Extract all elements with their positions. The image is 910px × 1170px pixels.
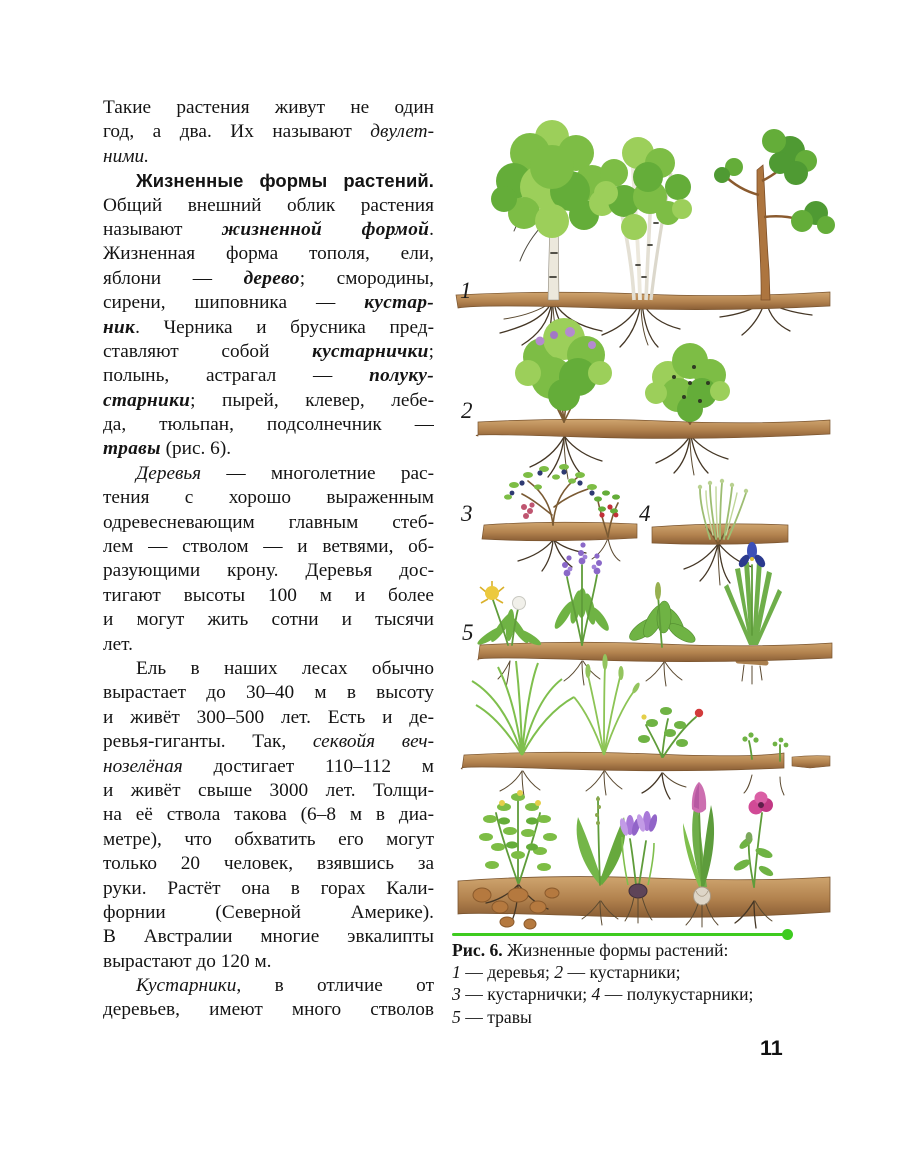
figure-row-herbs [462,542,832,687]
text-line: только 20 человек, взявшись за [103,853,434,875]
figure-row-grasses [461,654,830,799]
birch-clump [594,137,692,300]
figure-plant-life-forms [452,95,838,937]
text-line: и живёт свыше 3000 лет. Толщи- [103,779,434,801]
text-line: форнии (Северной Америке). [103,901,434,923]
figure-label-1: 1 [460,278,472,303]
figure-caption [452,939,824,1028]
text-line: год, а два. Их называют двулет- [103,121,434,143]
text-line: нозелёная достигает 110–112 м [103,755,434,777]
text-line: вырастают до 120 м. [103,950,272,972]
text-line: Общий внешний облик растения [103,194,434,216]
text-line: разующими крону. Деревья дос- [103,560,434,582]
text-line: да, тюльпан, подсолнечник — [103,414,434,436]
text-line: полынь, астрагал — полуку- [103,365,434,387]
birch-tree [491,120,615,300]
soil-strip [792,756,830,768]
figure-label-5: 5 [462,620,474,645]
text-line: яблони — дерево; смородины, [103,267,434,289]
crocus-flowers [618,811,658,837]
text-line: ними. [103,145,149,167]
text-line: лет. [103,633,133,655]
plants-illustration [452,95,838,937]
text-line: на её ствола такова (6–8 м в диа- [103,804,434,826]
sedge-grass [472,661,574,755]
poppy-flower [749,792,774,815]
lilac-shrub [515,318,612,422]
text-line: вырастает до 30–40 м в высоту [103,682,434,704]
pine-tree [714,129,835,300]
text-line: ставляют собой кустарнички; [103,340,434,362]
text-line: 5 — травы [452,1006,532,1027]
text-line: и живёт 300–500 лет. Есть и де- [103,706,434,728]
text-line: Кустарники, в отличие от [136,975,434,997]
text-line: метре), что обхватить его могут [103,828,434,850]
figure-row-flowering-herbs [458,782,830,929]
plantain-herb [626,582,698,647]
text-line: Деревья — многолетние рас- [136,462,434,484]
text-line: травы (рис. 6). [103,438,232,460]
text-line: одревесневающим главным стеб- [103,511,434,533]
figure-label-4: 4 [639,501,651,526]
text-line: лем — стволом — и ветвями, об- [103,536,434,558]
text-line: 1 — деревья; 2 — кустарники; [452,962,681,983]
text-line: ник. Черника и брусника пред- [103,316,434,338]
body-text-column [103,96,434,1023]
text-line: Жизненная форма тополя, ели, [103,243,434,265]
text-line: и могут жить сотни и тысячи [103,609,434,631]
text-line: сирени, шиповника — кустар- [103,292,434,314]
sage-herb [552,542,612,645]
dandelion [475,581,543,648]
text-line: 3 — кустарнички; 4 — полукустарники; [452,984,754,1005]
figure-row-shrubs [461,318,830,479]
text-line: старники; пырей, клевер, лебе- [103,389,434,411]
tulip-flower [692,782,706,813]
text-line: Ель в наших лесах обычно [136,657,434,679]
text-line: ревья-гиганты. Так, секвойя веч- [103,731,434,753]
text-line: тигают высоты 100 м и более [103,584,434,606]
figure-row-trees [456,120,835,351]
text-line: тения с хорошо выраженным [103,487,434,509]
soil-strip [478,642,832,661]
text-line: Жизненные формы растений. [136,170,434,192]
wild-strawberry [638,707,703,757]
currant-shrub [645,343,730,424]
figure-row-dwarf-shrubs [460,464,788,585]
text-line: называют жизненной формой. [103,218,434,240]
figure-label-3: 3 [461,501,473,526]
text-line: Такие растения живут не один [103,97,434,118]
text-line: В Австралии многие эвкалипты [103,926,434,948]
figure-rule-bar [452,933,786,936]
text-line: руки. Растёт она в горах Кали- [103,877,434,899]
figure-label-2: 2 [461,398,473,423]
soil-strip [482,522,637,541]
text-line: деревьев, имеют много стволов [103,999,434,1021]
page-number: 11 [760,1036,783,1060]
text-line: Рис. 6. Жизненные формы растений: [452,940,729,960]
soil-strip [456,292,830,310]
soil-strip [461,752,784,771]
soil-strip [476,419,830,438]
